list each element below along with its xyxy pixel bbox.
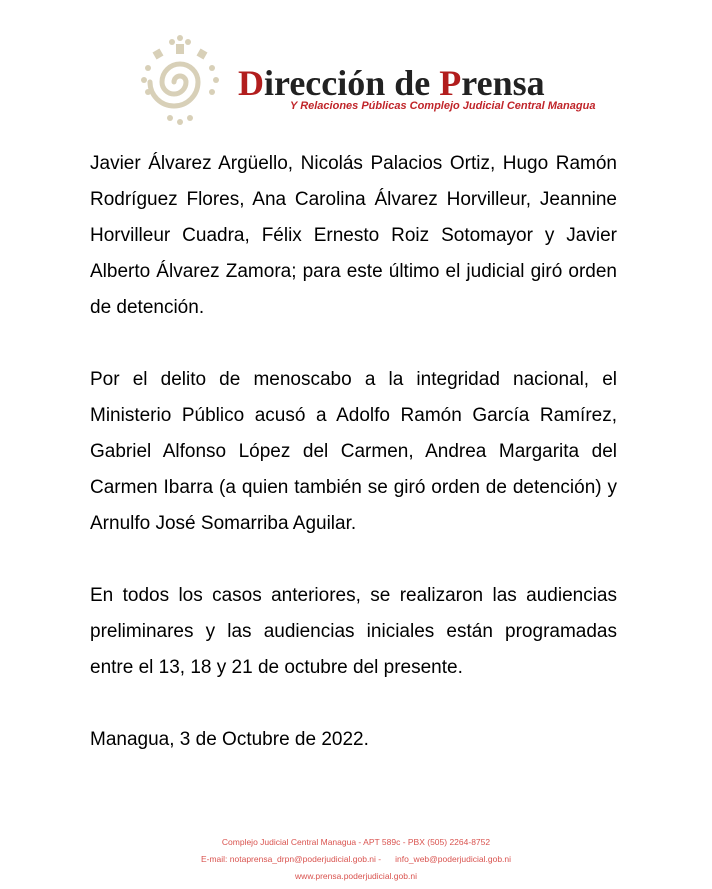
brand-title [238, 64, 545, 102]
paragraph-menoscabo: Por el delito de menoscabo a la integridad nacional, el Ministerio Público acusó a Adolfo Ramón García Ramírez, Gabriel Alfonso López del Carmen, Andrea Margarita del Carmen Ibarra (a quien también se giró orden de detención) y Arnulfo José Somarriba Aguilar. [90, 369, 617, 534]
footer-email-1[interactable]: E-mail: notaprensa_drpn@poderjudicial.gob.ni - [200, 854, 382, 864]
dateline: Managua, 3 de Octubre de 2022. [90, 729, 369, 750]
footer-address: Complejo Judicial Central Managua - APT 589c - PBX (505) 2264-8752 [221, 837, 491, 847]
brand-subtitle: Y Relaciones Públicas Complejo Judicial Central Managua [290, 100, 596, 112]
paragraph-accused-list: Javier Álvarez Argüello, Nicolás Palacios Ortiz, Hugo Ramón Rodríguez Flores, Ana Carolina Álvarez Horvilleur, Jeannine Horvilleur Cuadra, Félix Ernesto Roiz Sotomayor y Javier Alberto Álvarez Zamora; para este último el judicial giró orden de detención. [90, 153, 617, 318]
document-body [90, 146, 617, 758]
title-initial-p: P [439, 63, 462, 103]
footer-emails [0, 851, 712, 868]
title-initial-d: D [238, 63, 264, 103]
footer-website[interactable]: www.prensa.poderjudicial.gob.ni [295, 871, 417, 881]
title-part-2: rensa [461, 63, 545, 103]
page-footer [0, 834, 712, 885]
letterhead [130, 30, 600, 130]
pre-columbian-spiral-emblem-icon [130, 30, 230, 130]
paragraph-hearings: En todos los casos anteriores, se realizaron las audiencias preliminares y las audiencias iniciales están programadas entre el 13, 18 y 21 de octubre del presente. [90, 585, 617, 678]
title-part-1: irección de [264, 63, 440, 103]
footer-email-2[interactable]: info_web@poderjudicial.gob.ni [395, 854, 512, 864]
